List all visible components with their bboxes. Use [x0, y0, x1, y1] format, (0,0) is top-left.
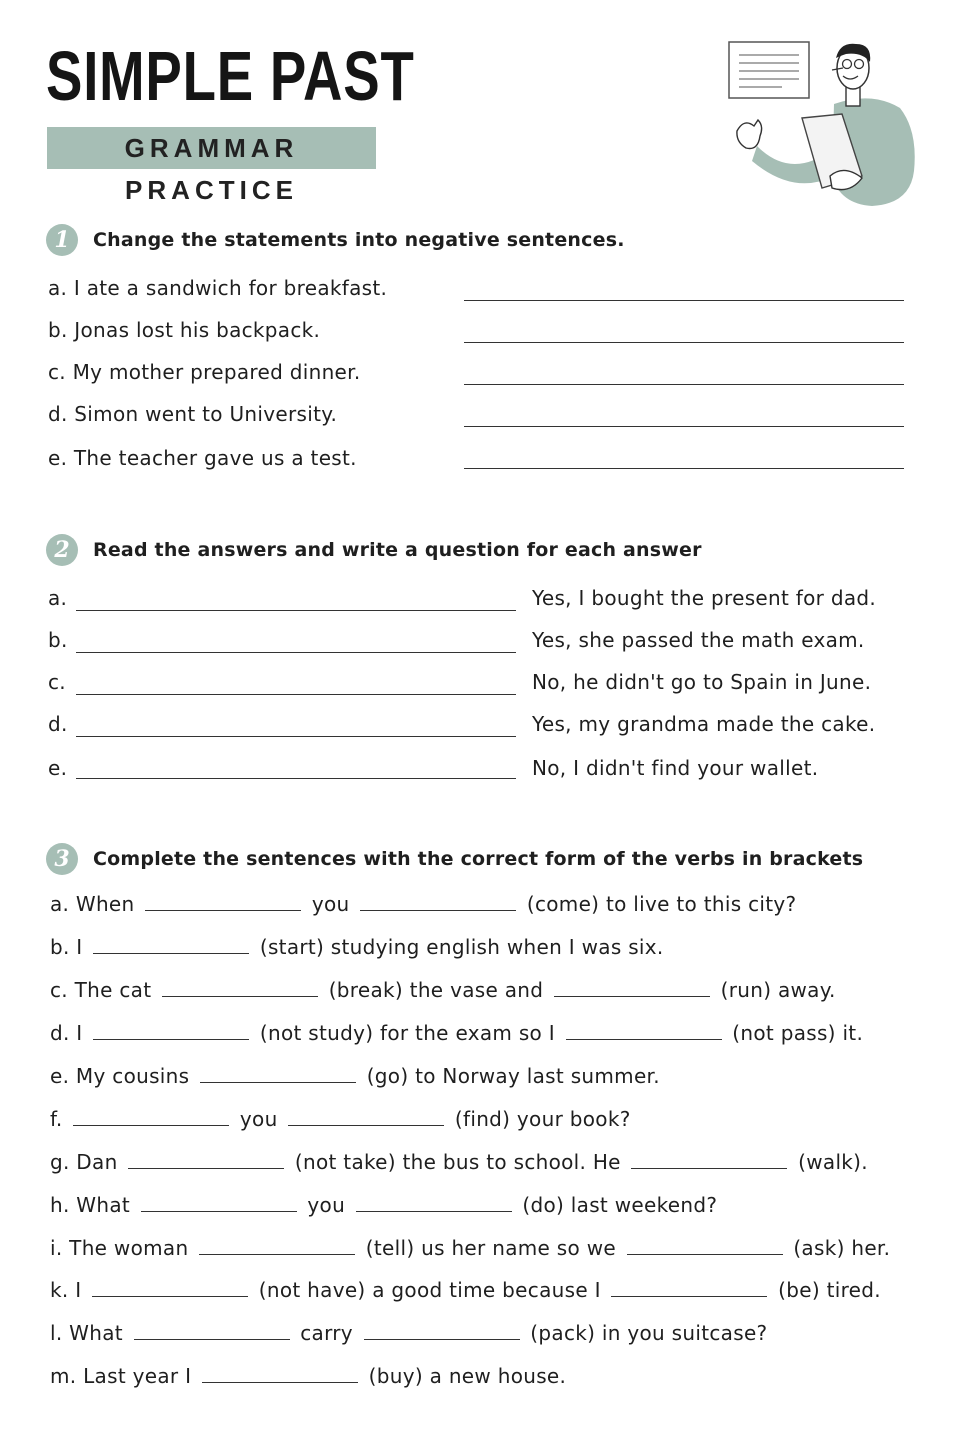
s3-row-i-blank-1[interactable] — [199, 1236, 355, 1255]
s2-question-line-c[interactable] — [76, 694, 516, 695]
s3-row-c — [50, 976, 836, 1004]
section-2-header — [46, 534, 702, 566]
s3-row-f-text-2: you — [239, 1107, 278, 1131]
s2-label-a: a. — [48, 586, 68, 610]
s3-row-k — [50, 1276, 881, 1304]
s3-row-a-text-2: you — [311, 892, 350, 916]
s3-row-l — [50, 1319, 767, 1347]
s3-row-g-text-3: (walk). — [798, 1150, 868, 1174]
s3-row-d-text-3: (not pass) it. — [732, 1021, 864, 1045]
s3-row-m — [50, 1362, 566, 1390]
s3-row-k-blank-2[interactable] — [611, 1278, 767, 1297]
s3-row-k-text-3: (be) tired. — [778, 1278, 881, 1302]
s3-row-c-blank-2[interactable] — [554, 978, 710, 997]
section-3-header — [46, 843, 863, 875]
s3-row-k-text-1: k. I — [50, 1278, 82, 1302]
s2-label-c: c. — [48, 670, 66, 694]
s3-row-f-text-1: f. — [50, 1107, 63, 1131]
s3-row-d-blank-2[interactable] — [566, 1021, 722, 1040]
section-2-instruction: Read the answers and write a question for each answer — [93, 539, 702, 561]
s3-row-b-text-1: b. I — [50, 935, 83, 959]
s2-question-line-d[interactable] — [76, 736, 516, 737]
s3-row-e-blank-1[interactable] — [200, 1064, 356, 1083]
s3-row-f — [50, 1105, 631, 1133]
section-3-number: 3 — [46, 843, 78, 875]
s3-row-b-blank-1[interactable] — [93, 935, 249, 954]
s3-row-e-text-1: e. My cousins — [50, 1064, 190, 1088]
s3-row-e — [50, 1062, 660, 1090]
s3-row-h-text-2: you — [307, 1193, 346, 1217]
s3-row-l-blank-2[interactable] — [364, 1321, 520, 1340]
s3-row-l-text-1: l. What — [50, 1321, 123, 1345]
s2-label-b: b. — [48, 628, 68, 652]
section-1-header — [46, 224, 625, 256]
s3-row-d — [50, 1019, 863, 1047]
s3-row-a-blank-1[interactable] — [145, 892, 301, 911]
section-2-number: 2 — [46, 534, 78, 566]
s3-row-a-text-3: (come) to live to this city? — [526, 892, 797, 916]
s3-row-i-text-1: i. The woman — [50, 1236, 189, 1260]
s3-row-g-blank-2[interactable] — [631, 1150, 787, 1169]
s3-row-b — [50, 933, 664, 961]
s3-row-h-text-1: h. What — [50, 1193, 131, 1217]
s3-row-k-text-2: (not have) a good time because I — [258, 1278, 601, 1302]
s2-answer-a: Yes, I bought the present for dad. — [532, 586, 877, 610]
s3-row-i-text-2: (tell) us her name so we — [365, 1236, 616, 1260]
s3-row-h — [50, 1191, 717, 1219]
s3-row-g-blank-1[interactable] — [128, 1150, 284, 1169]
s3-row-c-blank-1[interactable] — [162, 978, 318, 997]
s1-answer-line-e[interactable] — [464, 468, 904, 469]
s3-row-c-text-2: (break) the vase and — [328, 978, 544, 1002]
s3-row-g-text-2: (not take) the bus to school. He — [294, 1150, 621, 1174]
s3-row-f-text-3: (find) your book? — [454, 1107, 631, 1131]
s3-row-g — [50, 1148, 868, 1176]
s1-item-d: d. Simon went to University. — [48, 402, 338, 426]
s3-row-i-text-3: (ask) her. — [793, 1236, 891, 1260]
s3-row-h-text-3: (do) last weekend? — [522, 1193, 718, 1217]
s2-label-d: d. — [48, 712, 68, 736]
s3-row-a-text-1: a. When — [50, 892, 135, 916]
s2-answer-b: Yes, she passed the math exam. — [532, 628, 865, 652]
notice-board — [729, 42, 809, 98]
s1-answer-line-d[interactable] — [464, 426, 904, 427]
s3-row-l-blank-1[interactable] — [134, 1321, 290, 1340]
s1-answer-line-a[interactable] — [464, 300, 904, 301]
s3-row-g-text-1: g. Dan — [50, 1150, 118, 1174]
s3-row-d-text-2: (not study) for the exam so I — [259, 1021, 555, 1045]
s2-answer-d: Yes, my grandma made the cake. — [532, 712, 876, 736]
section-1-instruction: Change the statements into negative sentences. — [93, 229, 625, 251]
s3-row-l-text-2: carry — [300, 1321, 353, 1345]
s3-row-k-blank-1[interactable] — [92, 1278, 248, 1297]
s2-answer-e: No, I didn't find your wallet. — [532, 756, 819, 780]
s1-item-e: e. The teacher gave us a test. — [48, 446, 357, 470]
s1-answer-line-c[interactable] — [464, 384, 904, 385]
s3-row-a-blank-2[interactable] — [360, 892, 516, 911]
s2-question-line-a[interactable] — [76, 610, 516, 611]
s3-row-f-blank-1[interactable] — [73, 1107, 229, 1126]
s3-row-c-text-1: c. The cat — [50, 978, 152, 1002]
teacher-illustration — [722, 36, 922, 211]
s1-item-b: b. Jonas lost his backpack. — [48, 318, 321, 342]
s3-row-m-text-2: (buy) a new house. — [368, 1364, 567, 1388]
s3-row-f-blank-2[interactable] — [288, 1107, 444, 1126]
page-title: SIMPLE PAST — [46, 37, 415, 115]
s3-row-d-text-1: d. I — [50, 1021, 83, 1045]
s1-item-c: c. My mother prepared dinner. — [48, 360, 361, 384]
s3-row-m-text-1: m. Last year I — [50, 1364, 192, 1388]
section-1-number: 1 — [46, 224, 78, 256]
s2-question-line-e[interactable] — [76, 778, 516, 779]
s3-row-e-text-2: (go) to Norway last summer. — [366, 1064, 660, 1088]
s1-answer-line-b[interactable] — [464, 342, 904, 343]
s3-row-m-blank-1[interactable] — [202, 1364, 358, 1383]
s3-row-i-blank-2[interactable] — [627, 1236, 783, 1255]
s3-row-i — [50, 1234, 890, 1262]
s3-row-h-blank-2[interactable] — [356, 1193, 512, 1212]
s3-row-l-text-3: (pack) in you suitcase? — [530, 1321, 768, 1345]
s3-row-d-blank-1[interactable] — [93, 1021, 249, 1040]
s3-row-b-text-2: (start) studying english when I was six. — [259, 935, 664, 959]
page-subtitle: GRAMMAR PRACTICE — [47, 127, 376, 169]
s2-question-line-b[interactable] — [76, 652, 516, 653]
section-3-instruction: Complete the sentences with the correct form of the verbs in brackets — [93, 848, 864, 870]
s3-row-a — [50, 890, 796, 918]
s3-row-c-text-3: (run) away. — [720, 978, 836, 1002]
s1-item-a: a. I ate a sandwich for breakfast. — [48, 276, 388, 300]
s3-row-h-blank-1[interactable] — [141, 1193, 297, 1212]
s2-answer-c: No, he didn't go to Spain in June. — [532, 670, 872, 694]
raised-hand — [737, 120, 762, 149]
s2-label-e: e. — [48, 756, 68, 780]
